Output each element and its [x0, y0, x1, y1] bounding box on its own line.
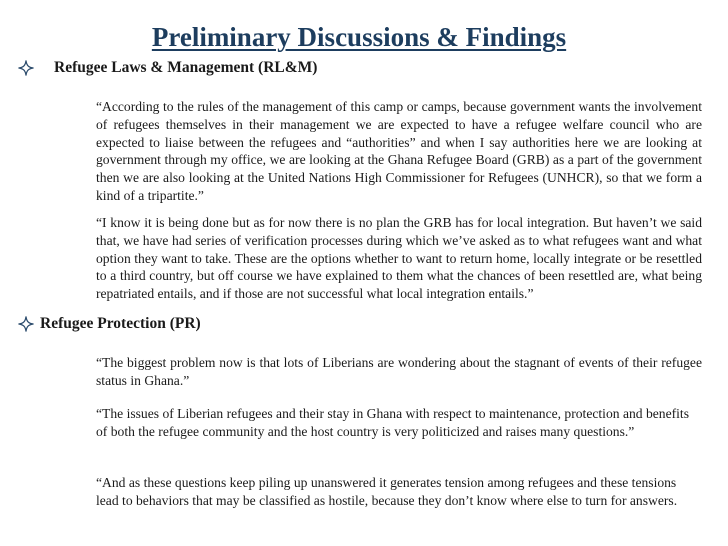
quote-paragraph: “I know it is being done but as for now there is no plan the GRB has for local integration. But haven’t we said that, we have had series of verification processes during which we’ve asked as to what refugees want and what option they want to take. These are the options whether to want to return home, locally integrate or be resettled to a third country, but off course we have explained to them what the chances of been resettled are, what being repatriated entails, and if those are not successful what local integration entails.” — [96, 215, 702, 302]
title-container — [0, 22, 728, 52]
quote-paragraph: “The issues of Liberian refugees and their stay in Ghana with respect to maintenance, protection and benefits of both the refugee community and the host country is very politicized and raises many questions.” — [96, 406, 690, 439]
quote-paragraph: “And as these questions keep piling up unanswered it generates tension among refugees and these tensions lead to behaviors that may be classified as hostile, because they don’t know where else to turn for answers. — [96, 475, 678, 508]
four-point-star-icon — [18, 316, 34, 332]
section-heading-rlm: Refugee Laws & Management (RL&M) — [54, 59, 318, 76]
slide-title: Preliminary Discussions & Findings — [151, 22, 567, 52]
section-heading-pr: Refugee Protection (PR) — [40, 315, 201, 332]
four-point-star-icon — [18, 60, 34, 76]
quote-paragraph: “According to the rules of the management of this camp or camps, because government wants the involvement of refugees themselves in their management we are expected to have a refugee welfare council who are expected to liaise between the refugees and “authorities” and when I say authorities here we are looking at government through my office, we are looking at the Ghana Refugee Board (GRB) as a part of the government then we are also looking at the United Nations High Commissioner for Refugees (UNHCR), so that we form a kind of a tripartite.” — [96, 99, 702, 203]
quote-paragraph: “The biggest problem now is that lots of Liberians are wondering about the stagnant of events of their refugee status in Ghana.” — [96, 355, 702, 388]
